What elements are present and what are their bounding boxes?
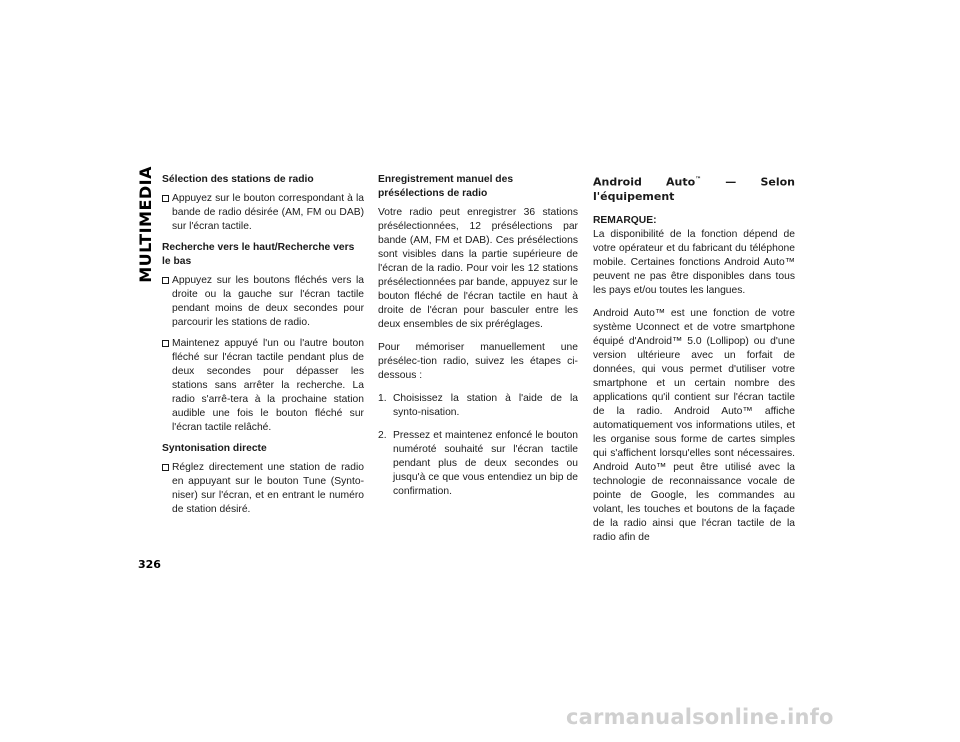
bullet-item — [162, 274, 364, 330]
heading-radio-selection: Sélection des stations de radio — [162, 174, 314, 185]
step-text: Choisissez la station à l'aide de la synto-nisation. — [393, 393, 578, 418]
numbered-step — [378, 392, 578, 420]
remark-label: REMARQUE: — [593, 214, 657, 226]
column-3 — [593, 173, 795, 554]
heading-seek: Recherche vers le haut/Recherche vers le bas — [162, 242, 355, 267]
page-number: 326 — [138, 558, 161, 571]
heading-direct-tune: Syntonisation directe — [162, 443, 267, 454]
checkbox-bullet-icon — [162, 464, 169, 471]
step-number: 1. — [378, 393, 387, 404]
checkbox-bullet-icon — [162, 340, 169, 347]
paragraph: Pour mémoriser manuellement une présélec-tion radio, suivez les étapes ci-dessous : — [378, 342, 578, 381]
step-text: Pressez et maintenez enfoncé le bouton numéroté souhaité sur l'écran tactile pendant plus de deux secondes ou jusqu'à ce que vous entendiez un bip de confirmation. — [393, 430, 578, 497]
paragraph: Votre radio peut enregistrer 36 stations présélectionnées, 12 présélections par bande (AM, FM et DAB). Ces présélections sont visibles dans la partie supérieure de l'écran de la radio. Pour voir les 12 stations présélectionnées par bande, appuyez sur le bouton fléché de l'écran tactile en haut à droite de l'écran pour basculer entre les deux ensembles de six préréglages. — [378, 207, 578, 330]
column-1 — [162, 173, 364, 524]
step-number: 2. — [378, 430, 387, 441]
remark-text: La disponibilité de la fonction dépend de votre opérateur et du fabricant du téléphone mobile. Certaines fonctions Android Auto™ peuvent ne pas être disponibles dans tous les pays et/ou toutes les langues. — [593, 228, 795, 296]
bullet-item — [162, 337, 364, 435]
checkbox-bullet-icon — [162, 277, 169, 284]
section-tab: MULTIMEDIA — [136, 166, 155, 283]
checkbox-bullet-icon — [162, 195, 169, 202]
bullet-text: Réglez directement une station de radio en appuyant sur le bouton Tune (Synto-niser) sur l'écran, et en entrant le numéro de station désiré. — [172, 462, 364, 515]
bullet-text: Appuyez sur les boutons fléchés vers la droite ou la gauche sur l'écran tactile pendant moins de deux secondes pour parcourir les stations de radio. — [172, 275, 364, 328]
watermark: carmanualsonline.info — [566, 705, 834, 729]
column-2 — [378, 173, 578, 508]
bullet-item — [162, 461, 364, 517]
paragraph: Android Auto™ est une fonction de votre système Uconnect et de votre smartphone équipé d'Android™ 5.0 (Lollipop) ou d'une version ultérieure avec un forfait de données, qui vous permet d'utiliser votre smartphone et un certain nombre des applications qu'il contient sur l'écran tactile de la radio. Android Auto™ affiche automatiquement vos informations utiles, et les organise sous forme de cartes simples qui s'affichent lorsqu'elles sont nécessaires. Android Auto™ peut être utilisé avec la technologie de reconnaissance vocale de pointe de Google, les commandes au volant, les touches et boutons de la façade de la radio ainsi que l'écran tactile de la radio afin de — [593, 307, 795, 543]
section-title-android-auto: Android Auto™ — Selon l'équipement — [593, 175, 795, 203]
numbered-step — [378, 429, 578, 499]
bullet-text: Maintenez appuyé l'un ou l'autre bouton fléché sur l'écran tactile pendant plus de deux secondes pour dépasser les stations sans arrêter la recherche. La radio s'arrê-tera à la prochaine station audible une fois le bouton fléché sur l'écran tactile relâché. — [172, 338, 364, 433]
bullet-item — [162, 192, 364, 234]
heading-manual-presets: Enregistrement manuel des présélections de radio — [378, 174, 514, 199]
bullet-text: Appuyez sur le bouton correspondant à la bande de radio désirée (AM, FM ou DAB) sur l'écran tactile. — [172, 193, 364, 232]
